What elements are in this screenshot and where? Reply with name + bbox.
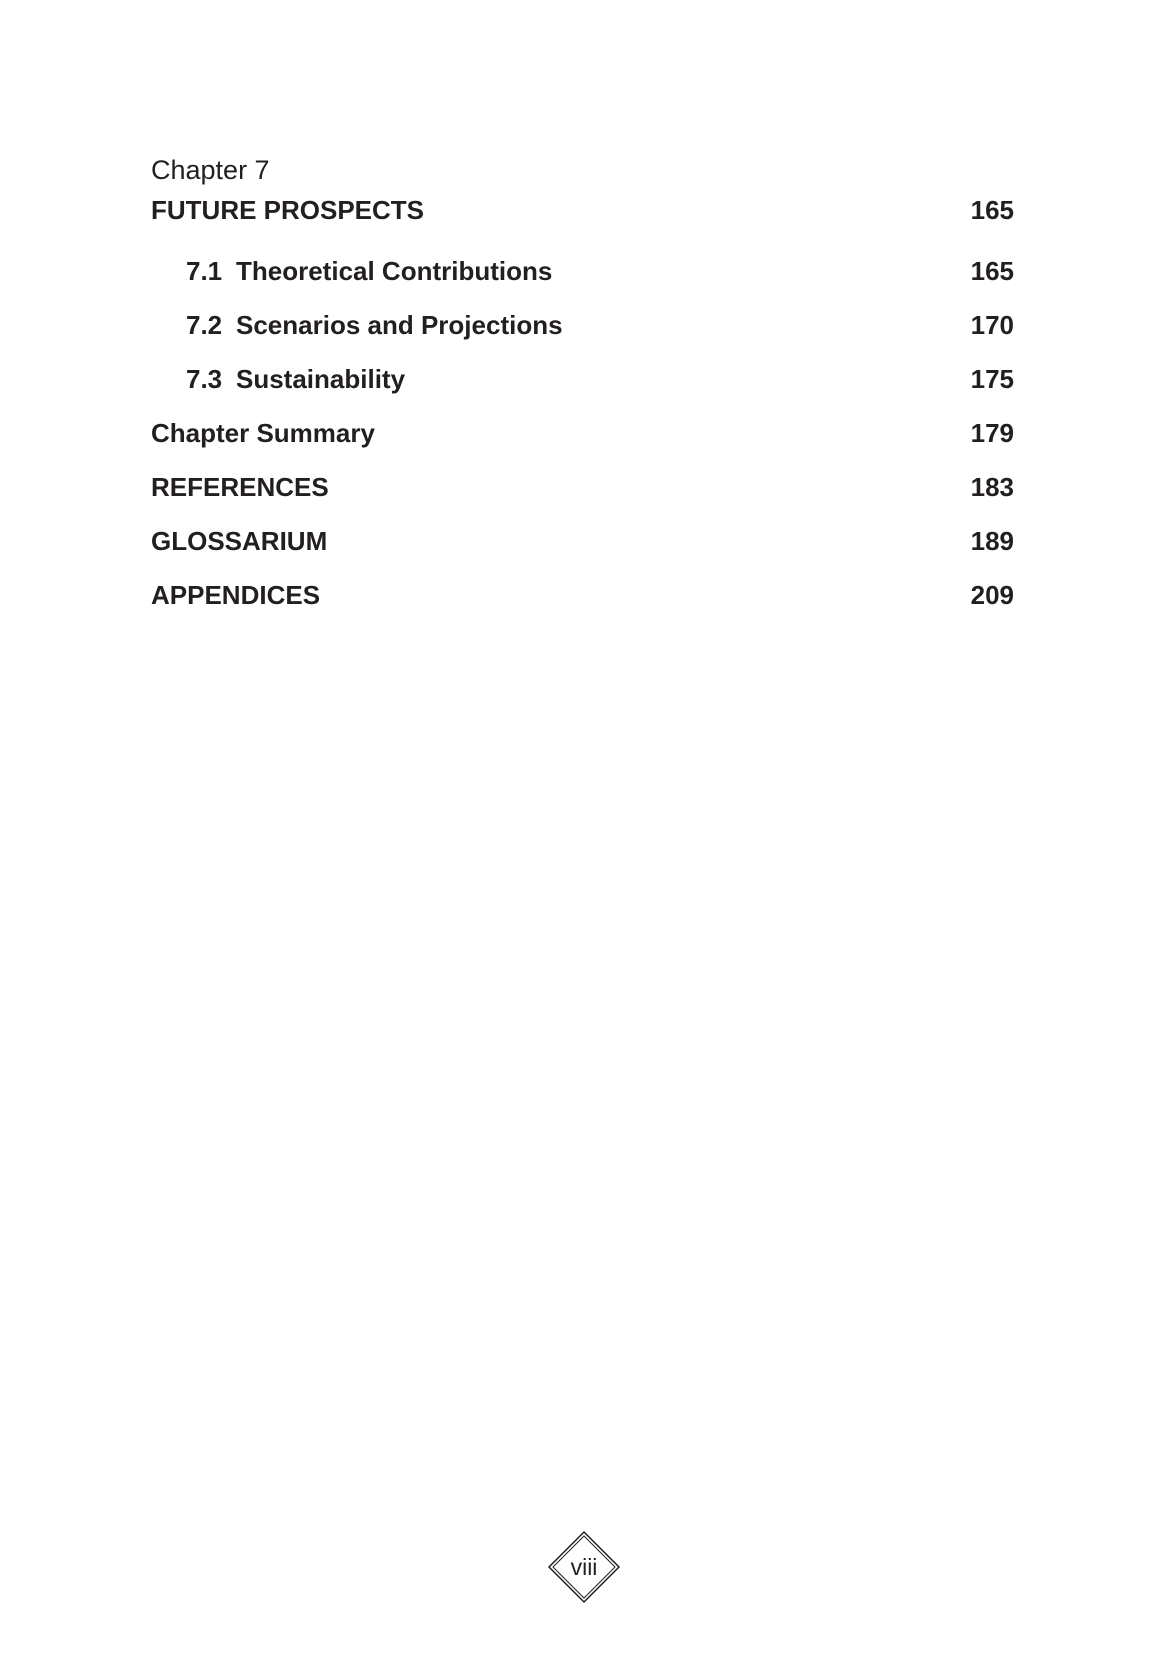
- toc-entry-page: 183: [970, 471, 1014, 502]
- toc-entry-title: Sustainability: [236, 363, 406, 394]
- toc-entry-7-3: [151, 352, 1014, 406]
- toc-entry-glossarium: [151, 514, 1014, 568]
- toc-entry-appendices: [151, 568, 1014, 622]
- toc-entry-number: 7.1: [186, 255, 223, 286]
- toc-entry-title: Scenarios and Projections: [236, 309, 563, 340]
- toc-entry-references: [151, 460, 1014, 514]
- toc-entry-title-group: [186, 310, 563, 341]
- toc-entry-title: Chapter Summary: [151, 417, 375, 448]
- toc-entry-page: 209: [970, 579, 1014, 610]
- toc-entry-title-group: [186, 364, 405, 395]
- toc-entry-title-group: [186, 256, 552, 287]
- toc-entry-title: FUTURE PROSPECTS: [151, 194, 425, 225]
- chapter-label: Chapter 7: [151, 155, 270, 185]
- toc-entry-page: 179: [970, 417, 1014, 448]
- toc-entry-number: 7.3: [186, 363, 223, 394]
- toc-entry-title: Theoretical Contributions: [236, 255, 553, 286]
- table-of-contents: [151, 150, 1014, 622]
- toc-entry-page: 165: [970, 255, 1014, 286]
- toc-entry-7-2: [151, 298, 1014, 352]
- toc-entry-page: 165: [970, 194, 1014, 225]
- toc-entry-title: APPENDICES: [151, 579, 321, 610]
- toc-entry-7-1: [151, 244, 1014, 298]
- toc-entry-title: REFERENCES: [151, 471, 329, 502]
- toc-entry-number: 7.2: [186, 309, 223, 340]
- page-number-badge: [547, 1530, 621, 1604]
- toc-entry-chapter-summary: [151, 406, 1014, 460]
- toc-entry-future-prospects: [151, 190, 1014, 230]
- page-number: viii: [570, 1553, 598, 1580]
- toc-entry-page: 170: [970, 309, 1014, 340]
- toc-entry-title: GLOSSARIUM: [151, 525, 328, 556]
- toc-entry-page: 189: [970, 525, 1014, 556]
- toc-entry-page: 175: [970, 363, 1014, 394]
